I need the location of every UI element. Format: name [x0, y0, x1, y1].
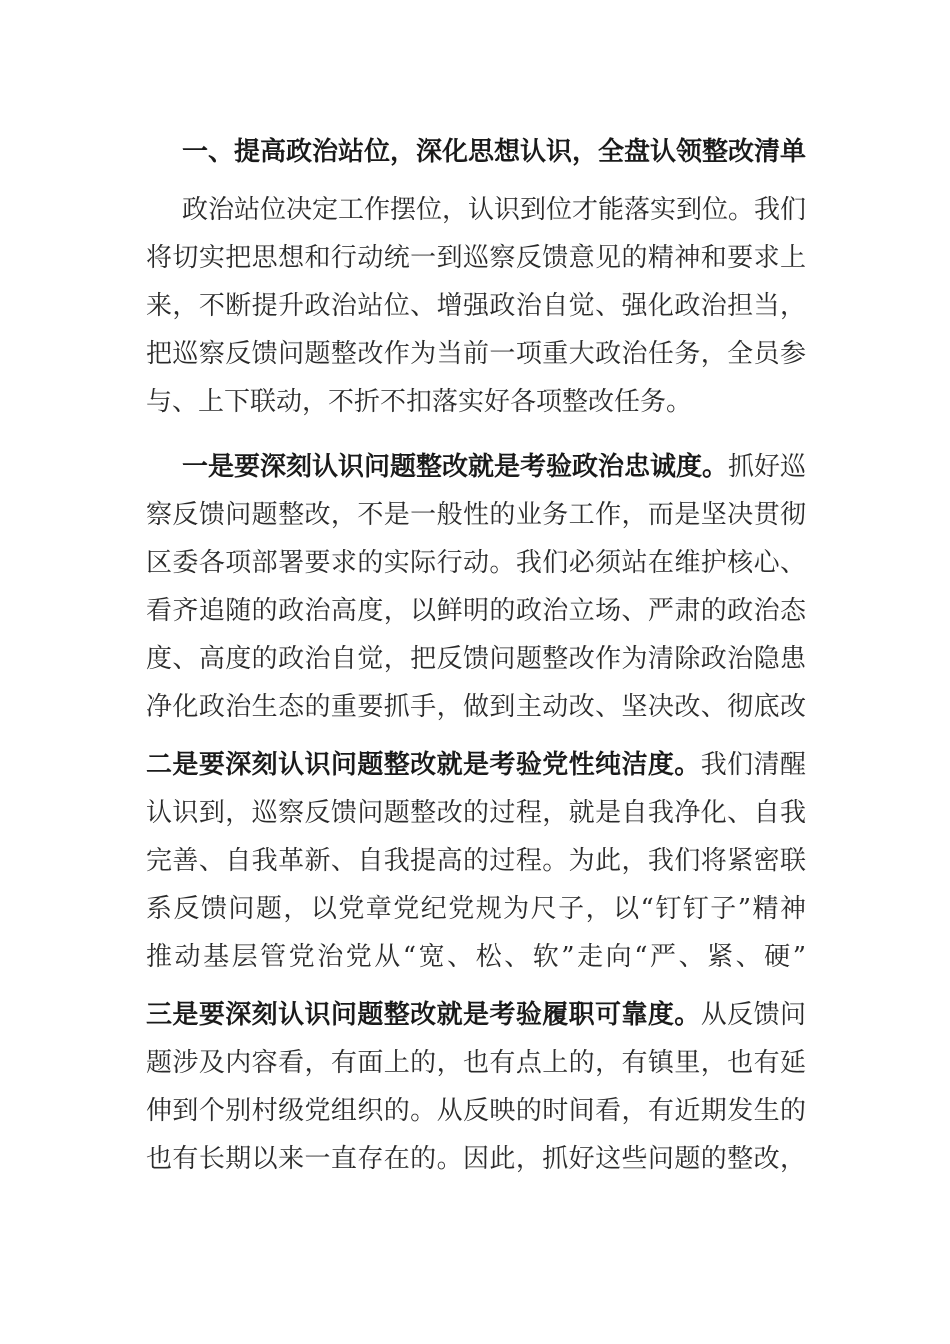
body-line [146, 234, 806, 282]
bold-lead: 一是要深刻认识问题整改就是考验政治忠诚度。 [182, 452, 729, 482]
section-heading: 一、提高政治站位，深化思想认识，全盘认领整改清单 [182, 137, 807, 167]
line-text: 系反馈问题，以党章党纪党规为尺子，以“钉钉子”精神 [146, 894, 806, 924]
body-line [146, 1039, 806, 1087]
line-text: 净化政治生态的重要抓手，做到主动改、坚决改、彻底改 [146, 692, 806, 722]
line-text: 将切实把思想和行动统一到巡察反馈意见的精神和要求上 [146, 243, 806, 273]
line-text: 推动基层管党治党从“宽、松、软”走向“严、紧、硬” [146, 942, 806, 972]
body-line [146, 837, 806, 885]
line-text: 把巡察反馈问题整改作为当前一项重大政治任务，全员参 [146, 339, 806, 369]
line-text: 抓好巡 [728, 452, 807, 482]
line-text: 看齐追随的政治高度，以鲜明的政治立场、严肃的政治态 [146, 596, 806, 626]
line-text: 察反馈问题整改，不是一般性的业务工作，而是坚决贯彻 [146, 500, 806, 530]
body-line [146, 539, 806, 587]
body-line [146, 885, 806, 933]
body-line [146, 683, 806, 731]
line-text: 区委各项部署要求的实际行动。我们必须站在维护核心、 [146, 548, 806, 578]
line-text: 从反馈问 [700, 1000, 806, 1030]
line-text: 政治站位决定工作摆位，认识到位才能落实到位。我们 [182, 195, 807, 225]
line-text: 度、高度的政治自觉，把反馈问题整改作为清除政治隐患 [146, 644, 806, 674]
body-line [182, 443, 806, 491]
line-text: 题涉及内容看，有面上的，也有点上的，有镇里，也有延 [146, 1048, 806, 1078]
bold-lead: 二是要深刻认识问题整改就是考验党性纯洁度。 [146, 750, 701, 780]
line-text: 我们清醒 [700, 750, 806, 780]
line-text: 与、上下联动，不折不扣落实好各项整改任务。 [146, 387, 693, 417]
bold-lead: 三是要深刻认识问题整改就是考验履职可靠度。 [146, 1000, 701, 1030]
line-text: 完善、自我革新、自我提高的过程。为此，我们将紧密联 [146, 846, 806, 876]
body-line [146, 1135, 806, 1183]
line-text: 认识到，巡察反馈问题整改的过程，就是自我净化、自我 [146, 798, 806, 828]
body-line [146, 282, 806, 330]
line-text: 伸到个别村级党组织的。从反映的时间看，有近期发生的 [146, 1096, 806, 1126]
body-line [146, 330, 806, 378]
body-line [146, 741, 806, 789]
line-text: 来，不断提升政治站位、增强政治自觉、强化政治担当， [146, 291, 806, 321]
body-line [146, 1087, 806, 1135]
body-line [146, 933, 806, 981]
body-line [146, 789, 806, 837]
body-line [146, 491, 806, 539]
body-line [146, 587, 806, 635]
body-line [146, 378, 806, 426]
body-line [182, 186, 806, 234]
body-line [146, 635, 806, 683]
body-line [146, 991, 806, 1039]
line-text: 也有长期以来一直存在的。因此，抓好这些问题的整改， [146, 1144, 806, 1174]
